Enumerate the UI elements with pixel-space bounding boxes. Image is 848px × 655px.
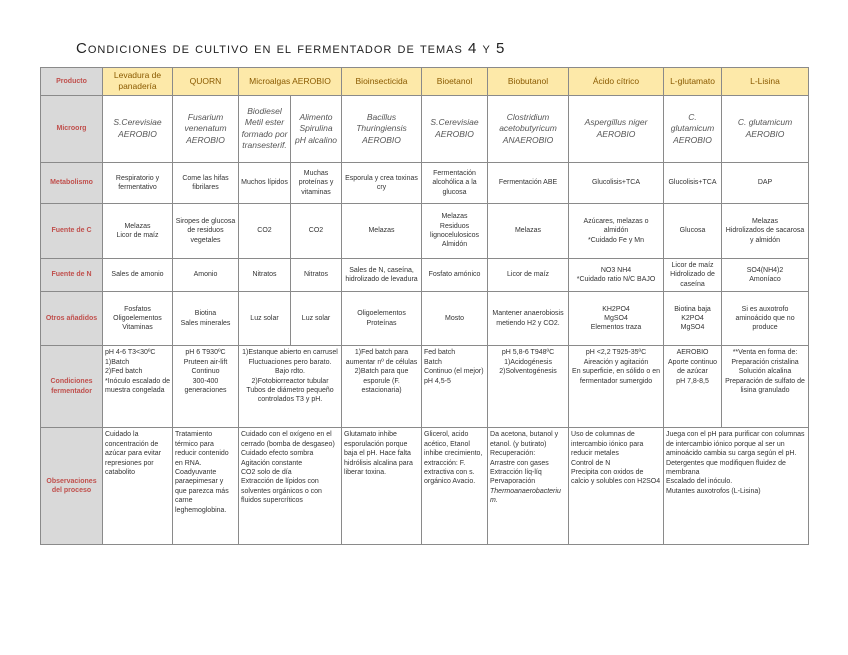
table-cell: Clostridium acetobutyricum ANAEROBIO: [488, 95, 569, 162]
table-cell: pH <2,2 T925-35ºC Aireación y agitación En superficie, en sólido o en fermentador sumergido: [569, 346, 664, 428]
table-cell: Glutamato inhibe esporulación porque baja el pH. Hace falta hidrólisis alcalina para liberar toxina.: [342, 428, 422, 545]
table-cell: Tratamiento térmico para reducir contenido en RNA. Coadyuvante paraepimesar y que parezca más carne leghemoglobina.: [173, 428, 239, 545]
table-cell: Azúcares, melazas o almidón *Cuidado Fe y Mn: [569, 203, 664, 258]
col-header: Biobutanol: [488, 68, 569, 96]
table-cell: Melazas: [488, 203, 569, 258]
table-cell: Licor de maíz Hidrolizado de caseína: [664, 258, 722, 291]
table-cell: **Venta en forma de: Preparación cristalina Solución alcalina Preparación de sulfato de lisina granulado: [722, 346, 809, 428]
table-cell: Respiratorio y fermentativo: [103, 162, 173, 203]
table-cell: Muchos lípidos: [239, 162, 291, 203]
table-cell: DAP: [722, 162, 809, 203]
table-cell: Biotina baja K2PO4 MgSO4: [664, 292, 722, 346]
culture-table: [40, 67, 809, 545]
row-condiciones: [41, 346, 809, 428]
table-cell: Mantener anaerobiosis metiendo H2 y CO2.: [488, 292, 569, 346]
table-cell: Mosto: [422, 292, 488, 346]
cell-italic-text: Thermoanaerobacterium.: [490, 487, 561, 505]
table-cell: Glicerol, acido acético, Etanol inhibe crecimiento, extracción: F. extractiva con s. orgánico Avacio.: [422, 428, 488, 545]
row-label: Fuente de N: [41, 258, 103, 291]
table-cell: pH 5,8-6 T948ºC 1)Acidogénesis 2)Solventogénesis: [488, 346, 569, 428]
table-cell: Siropes de glucosa de residuos vegetales: [173, 203, 239, 258]
table-cell: Biodiesel Metil ester formado por transesterif.: [239, 95, 291, 162]
table-cell: Melazas Residuos lignocelulosicos Almidón: [422, 203, 488, 258]
table-cell: Cuidado con el oxígeno en el cerrado (bomba de desgaseo) Cuidado efecto sombra Agitación constante CO2 solo de día Extracción de lípidos con solventes orgánicos o con fluidos supercríticos: [239, 428, 342, 545]
row-observaciones: [41, 428, 809, 545]
cell-text: Da acetona, butanol y etanol. (y butirato) Recuperación: Arrastre con gases Extracción líq-líq Pervaporación: [490, 431, 559, 486]
table-cell: Fusarium venenatum AEROBIO: [173, 95, 239, 162]
row-fuente-n: [41, 258, 809, 291]
table-cell: Uso de columnas de intercambio iónico para reducir metales Control de N Precipita con oxidos de calcio y solubles con H2SO4: [569, 428, 664, 545]
table-cell: Biotina Sales minerales: [173, 292, 239, 346]
row-label: Microorg: [41, 95, 103, 162]
table-cell: [488, 428, 569, 545]
table-cell: Luz solar: [239, 292, 291, 346]
table-cell: SO4(NH4)2 Amoníaco: [722, 258, 809, 291]
table-cell: Fermentación ABE: [488, 162, 569, 203]
row-label: Condiciones fermentador: [41, 346, 103, 428]
table-cell: Aspergillus niger AEROBIO: [569, 95, 664, 162]
table-cell: Melazas: [342, 203, 422, 258]
table-cell: Juega con el pH para purificar con columnas de intercambio iónico porque al ser un aminoácido cambia su carga según el pH. Detergentes que modifiquen fluidez de membrana Escalado del inóculo. Mutantes auxotrofos (L-Lisina): [664, 428, 809, 545]
col-header: Levadura de panadería: [103, 68, 173, 96]
table-cell: Fosfato amónico: [422, 258, 488, 291]
table-cell: pH 4-6 T3<30ºC 1)Batch 2)Fed batch *Inóculo escalado de muestra congelada: [103, 346, 173, 428]
table-cell: Come las hifas fibrilares: [173, 162, 239, 203]
table-cell: Amonio: [173, 258, 239, 291]
header-row: [41, 68, 809, 96]
col-header: Bioetanol: [422, 68, 488, 96]
table-cell: 1)Estanque abierto en carrusel Fluctuaciones pero barato. Bajo rdto. 2)Fotobiorreactor tubular Tubos de diámetro pequeño controlados T3 y pH.: [239, 346, 342, 428]
row-label: Observaciones del proceso: [41, 428, 103, 545]
table-cell: Bacillus Thuringiensis AEROBIO: [342, 95, 422, 162]
col-header: L-Lisina: [722, 68, 809, 96]
table-cell: Cuidado la concentración de azúcar para evitar represiones por catabolito: [103, 428, 173, 545]
table-cell: Melazas Licor de maíz: [103, 203, 173, 258]
table-cell: AEROBIO Aporte continuo de azúcar pH 7,8-8,5: [664, 346, 722, 428]
table-cell: Esporula y crea toxinas cry: [342, 162, 422, 203]
table-cell: KH2PO4 MgSO4 Elementos traza: [569, 292, 664, 346]
col-header: QUORN: [173, 68, 239, 96]
table-cell: Muchas proteínas y vitaminas: [291, 162, 342, 203]
col-header: Bioinsecticida: [342, 68, 422, 96]
table-cell: S.Cerevisiae AEROBIO: [103, 95, 173, 162]
table-cell: CO2: [291, 203, 342, 258]
col-header: Ácido cítrico: [569, 68, 664, 96]
table-cell: C. glutamicum AEROBIO: [722, 95, 809, 162]
table-cell: Licor de maíz: [488, 258, 569, 291]
table-cell: S.Cerevisiae AEROBIO: [422, 95, 488, 162]
table-cell: Alimento Spirulina pH alcalino: [291, 95, 342, 162]
row-fuente-c: [41, 203, 809, 258]
table-cell: Sales de N, caseína, hidrolizado de levadura: [342, 258, 422, 291]
table-cell: Nitratos: [291, 258, 342, 291]
table-cell: 1)Fed batch para aumentar nº de células 2)Batch para que esporule (F. estacionaria): [342, 346, 422, 428]
table-cell: Glucolisis+TCA: [569, 162, 664, 203]
table-cell: Glucosa: [664, 203, 722, 258]
table-cell: NO3 NH4 *Cuidado ratio N/C BAJO: [569, 258, 664, 291]
table-cell: Sales de amonio: [103, 258, 173, 291]
col-header: Microalgas AEROBIO: [239, 68, 342, 96]
table-cell: Luz solar: [291, 292, 342, 346]
table-cell: C. glutamicum AEROBIO: [664, 95, 722, 162]
row-otros: [41, 292, 809, 346]
col-header: L-glutamato: [664, 68, 722, 96]
row-label: Fuente de C: [41, 203, 103, 258]
table-cell: Fermentación alcohólica a la glucosa: [422, 162, 488, 203]
row-metabolismo: [41, 162, 809, 203]
table-cell: Glucolisis+TCA: [664, 162, 722, 203]
table-cell: pH 6 T930ºC Pruteen air-lift Continuo 300-400 generaciones: [173, 346, 239, 428]
row-label: Metabolismo: [41, 162, 103, 203]
table-cell: Melazas Hidrolizados de sacarosa y almidón: [722, 203, 809, 258]
row-microorg: [41, 95, 809, 162]
page-title: Condiciones de cultivo en el fermentador de temas 4 y 5: [76, 40, 506, 57]
row-label: Otros añadidos: [41, 292, 103, 346]
table-cell: Fosfatos Oligoelementos Vitaminas: [103, 292, 173, 346]
header-corner: Producto: [41, 68, 103, 96]
table-cell: Oligoelementos Proteínas: [342, 292, 422, 346]
table-cell: Nitratos: [239, 258, 291, 291]
table-cell: CO2: [239, 203, 291, 258]
table-cell: Fed batch Batch Continuo (el mejor) pH 4,5-5: [422, 346, 488, 428]
table-cell: Si es auxotrofo aminoácido que no produce: [722, 292, 809, 346]
